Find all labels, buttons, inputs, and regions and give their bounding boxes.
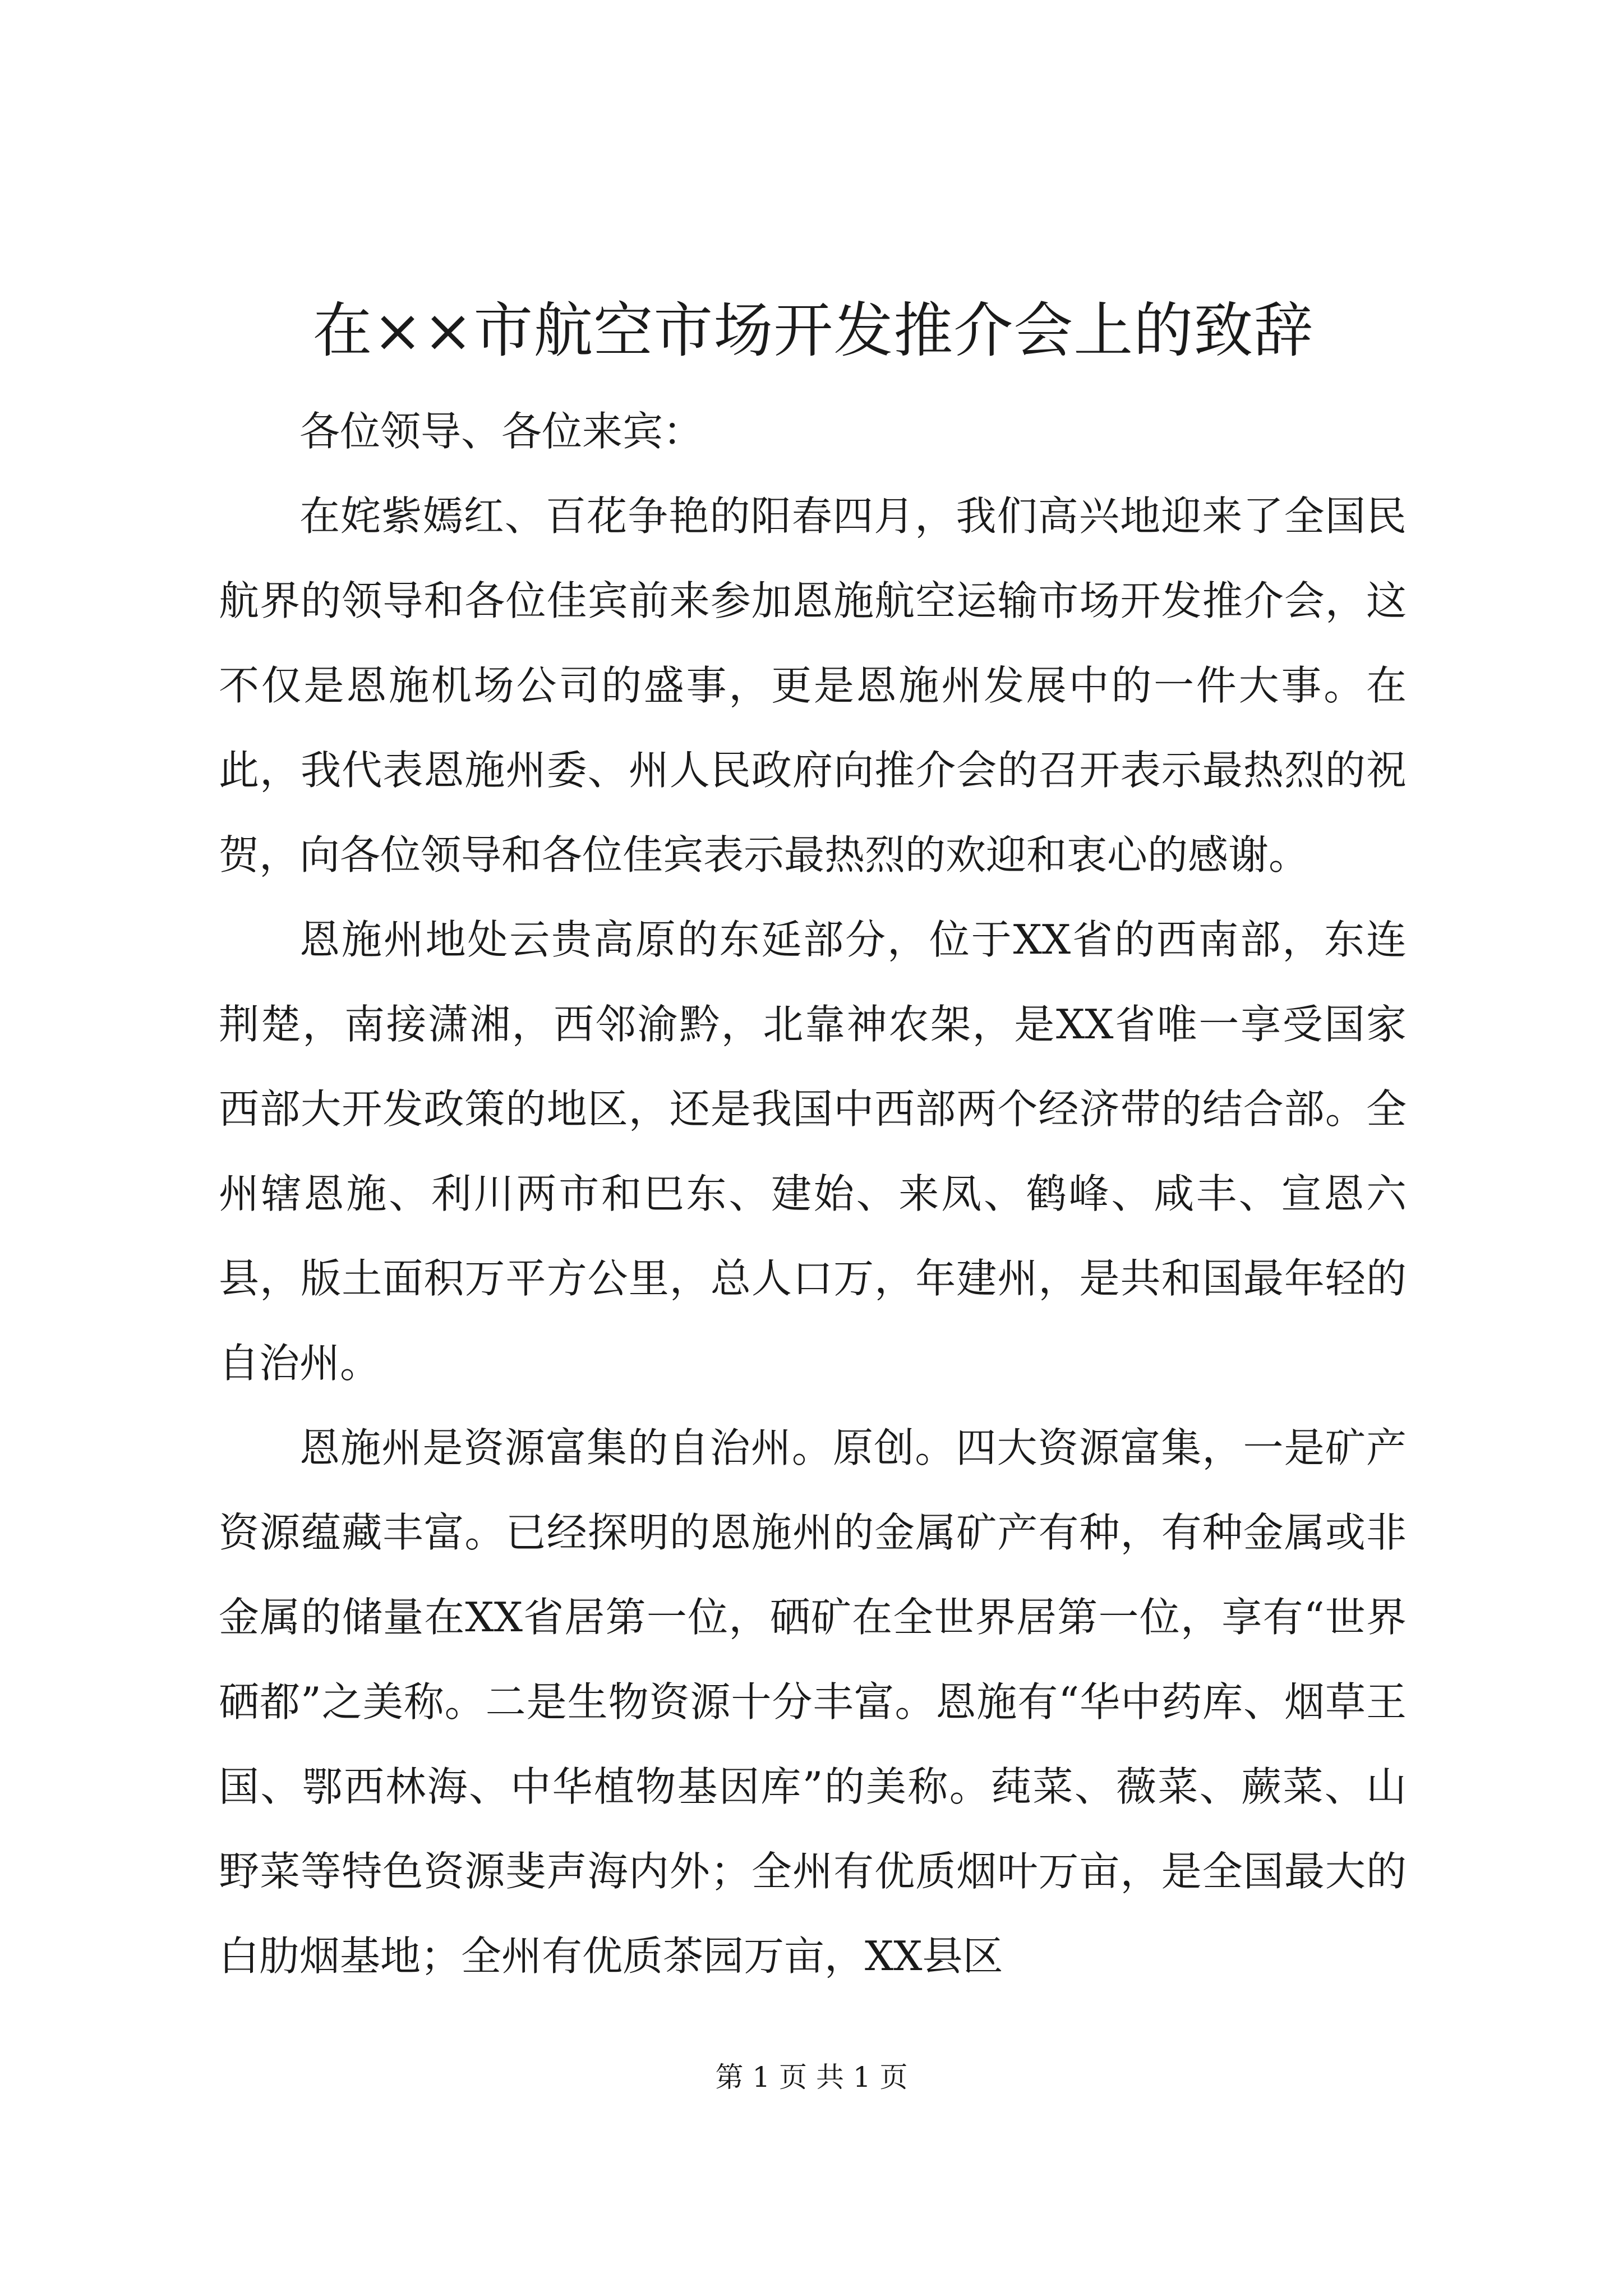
- page-footer: 第 1 页 共 1 页: [715, 2061, 908, 2093]
- paragraph: 在姹紫嫣红、百花争艳的阳春四月，我们高兴地迎来了全国民航界的领导和各位佳宾前来参加恩施航空运输市场开发推介会，这不仅是恩施机场公司的盛事，更是恩施州发展中的一件大事。在此，我代表恩施州委、州人民政府向推介会的召开表示最热烈的祝贺，向各位领导和各位佳宾表示最热烈的欢迎和衷心的感谢。: [219, 493, 1407, 878]
- document-title: 在××市航空市场开发推介会上的致辞: [312, 296, 1314, 365]
- paragraph: 恩施州是资源富集的自治州。原创。四大资源富集，一是矿产资源蕴藏丰富。已经探明的恩施州的金属矿产有种，有种金属或非金属的储量在XX省居第一位，硒矿在全世界居第一位，享有“世界硒都”之美称。二是生物资源十分丰富。恩施有“华中药库、烟草王国、鄂西林海、中华植物基因库”的美称。莼菜、薇菜、蕨菜、山野菜等特色资源斐声海内外；全州有优质烟叶万亩，是全国最大的白肋烟基地；全州有优质茶园万亩，XX县区: [219, 1424, 1407, 1980]
- document-body: [219, 389, 1407, 1999]
- salutation: 各位领导、各位来宾：: [299, 408, 704, 455]
- paragraph: 恩施州地处云贵高原的东延部分，位于XX省的西南部，东连荆楚，南接潇湘，西邻渝黔，北靠神农架，是XX省唯一享受国家西部大开发政策的地区，还是我国中西部两个经济带的结合部。全州辖恩施、利川两市和巴东、建始、来凤、鹤峰、咸丰、宣恩六县，版土面积万平方公里，总人口万，年建州，是共和国最年轻的自治州。: [219, 916, 1407, 1387]
